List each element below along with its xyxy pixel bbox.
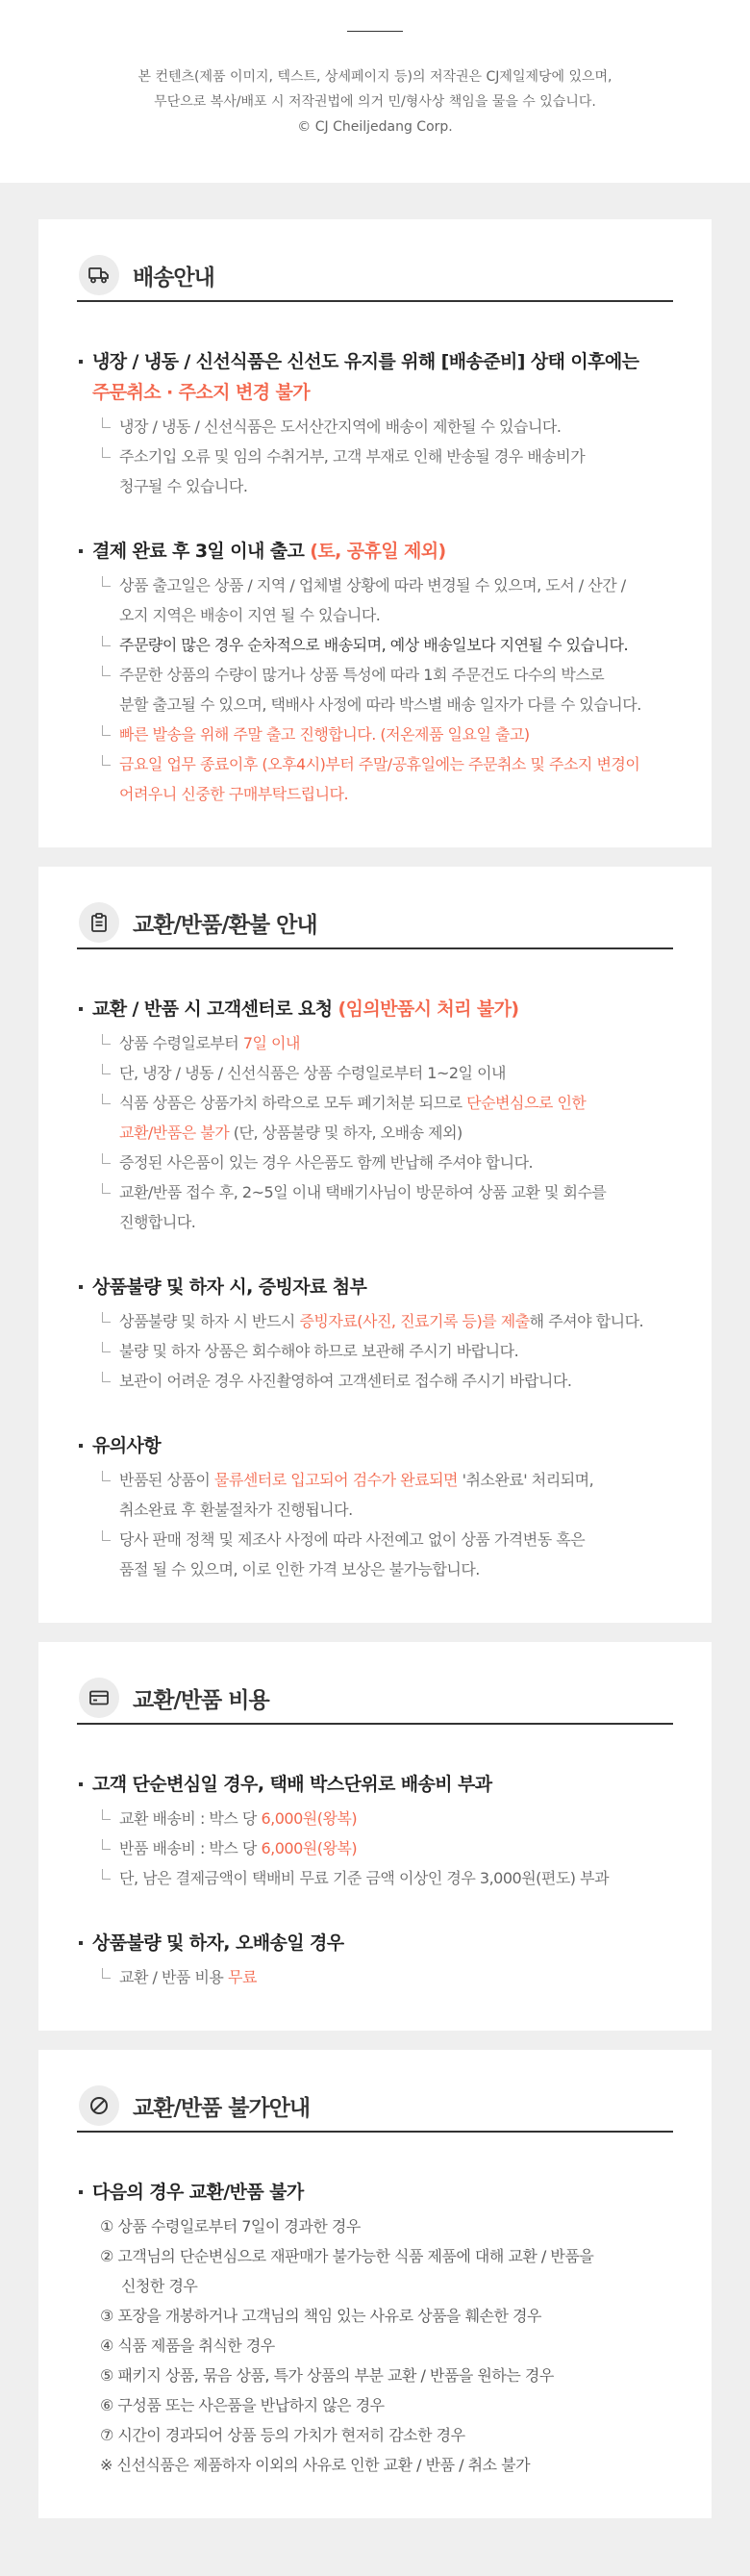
impossible-card xyxy=(38,2050,712,2518)
notice-line-3: © CJ Cheiljedang Corp. xyxy=(297,119,453,135)
list-item: ① 상품 수령일로부터 7일이 경과한 경우 xyxy=(100,2217,361,2235)
exchange-section-1 xyxy=(77,994,673,1237)
exchange-section-3 xyxy=(77,1430,673,1584)
list-item: ⑤ 패키지 상품, 묶음 상품, 특가 상품의 부분 교환 / 반품을 원하는 경우 xyxy=(100,2366,554,2385)
list-item: 보관이 어려운 경우 사진촬영하여 고객센터로 접수해 주시기 바랍니다. xyxy=(100,1366,673,1396)
shipping-header xyxy=(77,250,673,302)
divider xyxy=(347,31,403,32)
section-title: 다음의 경우 교환/반품 불가 xyxy=(77,2177,673,2208)
list-item: ⑦ 시간이 경과되어 상품 등의 가치가 현저히 감소한 경우 xyxy=(100,2426,465,2444)
cost-title: 교환/반품 비용 xyxy=(133,1687,269,1713)
notice-line-1: 본 컨텐츠(제품 이미지, 텍스트, 상세페이지 등)의 저작권은 CJ제일제당에 있으며, xyxy=(138,69,612,85)
impossible-header xyxy=(77,2081,673,2133)
list-item: 반품 배송비 : 박스 당 6,000원(왕복) xyxy=(100,1833,673,1863)
section-title: 결제 완료 후 3일 이내 출고 (토, 공휴일 제외) xyxy=(77,536,673,567)
list-item: ② 고객님의 단순변심으로 재판매가 불가능한 식품 제품에 대해 교환 / 반품을 신청한 경우 xyxy=(100,2247,594,2295)
shipping-card xyxy=(38,219,712,847)
exchange-header xyxy=(77,897,673,949)
shipping-title: 배송안내 xyxy=(133,265,214,290)
list-item: 주소기입 오류 및 임의 수취거부, 고객 부재로 인해 반송될 경우 배송비가 청구될 수 있습니다. xyxy=(100,442,673,501)
list-item: 증정된 사은품이 있는 경우 사은품도 함께 반납해 주셔야 합니다. xyxy=(100,1148,673,1177)
list-item: ④ 식품 제품을 취식한 경우 xyxy=(100,2336,275,2355)
list-item: 교환 배송비 : 박스 당 6,000원(왕복) xyxy=(100,1804,673,1833)
cost-section-2 xyxy=(77,1928,673,1992)
exchange-section-2 xyxy=(77,1272,673,1396)
list-item: 교환/반품 접수 후, 2~5일 이내 택배기사님이 방문하여 상품 교환 및 회수를 진행합니다. xyxy=(100,1177,673,1237)
list-item: 교환 / 반품 비용 무료 xyxy=(100,1962,673,1992)
list-item: 단, 냉장 / 냉동 / 신선식품은 상품 수령일로부터 1~2일 이내 xyxy=(100,1058,673,1088)
section-title: 유의사항 xyxy=(77,1430,673,1461)
shipping-section-1 xyxy=(77,346,673,501)
notice-line-2: 무단으로 복사/배포 시 저작권법에 의거 민/형사상 책임을 물을 수 있습니다. xyxy=(154,94,596,110)
list-item-note: 단, 남은 결제금액이 택배비 무료 기준 금액 이상인 경우 3,000원(편도) 부과 xyxy=(100,1863,673,1893)
list-item: 상품불량 및 하자 시 반드시 증빙자료(사진, 진료기록 등)를 제출해 주셔야 합니다. xyxy=(100,1306,673,1336)
list-item: ⑥ 구성품 또는 사은품을 반납하지 않은 경우 xyxy=(100,2396,385,2414)
clipboard-icon xyxy=(79,902,119,943)
section-title: 냉장 / 냉동 / 신선식품은 신선도 유지를 위해 [배송준비] 상태 이후에는 주문취소 · 주소지 변경 불가 xyxy=(77,346,673,408)
impossible-section-1 xyxy=(77,2177,673,2480)
list-item: 금요일 업무 종료이후 (오후4시)부터 주말/공휴일에는 주문취소 및 주소지 변경이 어려우니 신중한 구매부탁드립니다. xyxy=(100,749,673,809)
list-item: 빠른 발송을 위해 주말 출고 진행합니다. (저온제품 일요일 출고) xyxy=(100,720,673,749)
list-item: 당사 판매 정책 및 제조사 사정에 따라 사전예고 없이 상품 가격변동 혹은 품절 될 수 있으며, 이로 인한 가격 보상은 불가능합니다. xyxy=(100,1525,673,1584)
list-item: 주문량이 많은 경우 순차적으로 배송되며, 예상 배송일보다 지연될 수 있습니다. xyxy=(100,630,673,660)
section-title: 고객 단순변심일 경우, 택배 박스단위로 배송비 부과 xyxy=(77,1769,673,1800)
cost-section-1 xyxy=(77,1769,673,1893)
truck-icon xyxy=(79,255,119,295)
shipping-section-2 xyxy=(77,536,673,809)
exchange-card xyxy=(38,867,712,1623)
list-item: 상품 출고일은 상품 / 지역 / 업체별 상황에 따라 변경될 수 있으며, 도서 / 산간 / 오지 지역은 배송이 지연 될 수 있습니다. xyxy=(100,570,673,630)
list-item: ③ 포장을 개봉하거나 고객님의 책임 있는 사유로 상품을 훼손한 경우 xyxy=(100,2307,541,2325)
section-title: 상품불량 및 하자, 오배송일 경우 xyxy=(77,1928,673,1958)
list-item: 냉장 / 냉동 / 신선식품은 도서산간지역에 배송이 제한될 수 있습니다. xyxy=(100,412,673,442)
cost-header xyxy=(77,1673,673,1725)
prohibited-icon xyxy=(79,2085,119,2126)
exchange-title: 교환/반품/환불 안내 xyxy=(133,912,317,938)
list-item-note: ※ 신선식품은 제품하자 이외의 사유로 인한 교환 / 반품 / 취소 불가 xyxy=(100,2456,531,2474)
copyright-notice xyxy=(0,0,750,183)
impossible-title: 교환/반품 불가안내 xyxy=(133,2095,311,2121)
list-item: 상품 수령일로부터 7일 이내 xyxy=(100,1028,673,1058)
list-item: 식품 상품은 상품가치 하락으로 모두 폐기처분 되므로 단순변심으로 인한 교환/반품은 불가 (단, 상품불량 및 하자, 오배송 제외) xyxy=(100,1088,673,1148)
section-title: 상품불량 및 하자 시, 증빙자료 첨부 xyxy=(77,1272,673,1302)
card-icon xyxy=(79,1678,119,1718)
list-item: 주문한 상품의 수량이 많거나 상품 특성에 따라 1회 주문건도 다수의 박스로 분할 출고될 수 있으며, 택배사 사정에 따라 박스별 배송 일자가 다를 수 있습니다. xyxy=(100,660,673,720)
section-title: 교환 / 반품 시 고객센터로 요청 (임의반품시 처리 불가) xyxy=(77,994,673,1024)
cost-card xyxy=(38,1642,712,2031)
list-item: 불량 및 하자 상품은 회수해야 하므로 보관해 주시기 바랍니다. xyxy=(100,1336,673,1366)
list-item: 반품된 상품이 물류센터로 입고되어 검수가 완료되면 '취소완료' 처리되며, 취소완료 후 환불절차가 진행됩니다. xyxy=(100,1465,673,1525)
